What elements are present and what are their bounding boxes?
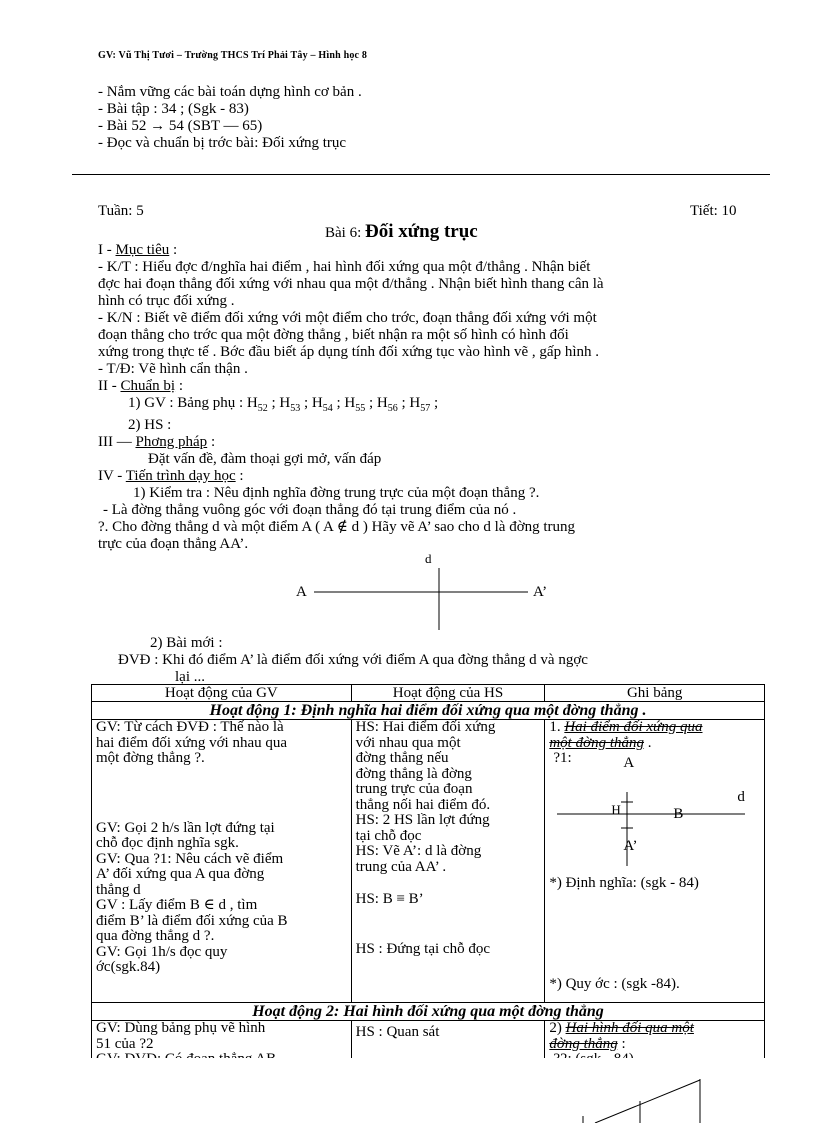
table-row [92, 720, 765, 1003]
homework-item: - Bài 52 → 54 (SBT — 65) [98, 118, 263, 134]
section-divider [72, 174, 770, 175]
week-label: Tuần: 5 [98, 203, 144, 219]
table-header: Hoạt động của GV [92, 685, 352, 702]
dvd-line-1: ĐVĐ : Khi đó điểm A’ là điểm đối xứng với điểm A qua đờng thẳng d và ngợc [118, 652, 588, 668]
definition-note: *) Định nghĩa: (sgk - 84) [549, 875, 699, 891]
table-header-row [92, 685, 765, 702]
fig-label-d: d [425, 551, 432, 566]
objectives-section: I - Mục tiêu : - K/T : Hiểu đợc đ/nghĩa hai điểm , hai hình đối xứng qua một đ/thẳng . Nhận biết đợc hai đoạn thẳng đối xứng với nhau qua một đ/thẳng . Nhận biết hình thang cân là hình có trục đối xứng . - K/N : Biết vẽ điểm đối xứng với một điểm cho trớc, đoạn thẳng đối xứng với một đoạn thẳng cho trớc qua một đờng thẳng , biết nhận ra một số hình có hình đối xứng trong thực tế . Bớc đầu biết áp dụng tính đối xứng tục vào hình vẽ , gấp hình . - T/Đ: Vẽ hình cẩn thận . II - Chuẩn bị : 1) GV : Bảng phụ : $H_{52}$ ; $H_{53}$ ; $H_{54}$ ; $H_{55}$ ; $H_{56}$ ; $H_{57}$ ; 2) HS : III — Phơng pháp : Đặt vấn đề, đàm thoại gợi mở, vấn đáp IV - Tiến trình dạy học : 1) Kiểm tra : Nêu định nghĩa đờng trung trực của một đoạn thẳng ?. - Là đờng thẳng vuông góc với đoạn thẳng đó tại trung điểm của nó . ?. Cho đờng thẳng d và một điểm A ( A ∉ d ) Hãy vẽ A’ sao cho d là đờng trung trực của đoạn thẳng AA’. [98, 242, 604, 552]
hs-cell: HS : Quan sát [351, 1021, 545, 1069]
objectives-heading: I - Mục tiêu : [98, 242, 178, 258]
lesson-title-text: Đối xứng trục [365, 221, 478, 242]
partial-figure [575, 1076, 715, 1123]
page-header: GV: Vũ Thị Tươi – Trường THCS Trí Phải Tây – Hình học 8 [98, 50, 368, 61]
symmetry-figure [555, 770, 755, 870]
activity-row [92, 1003, 765, 1021]
homework-item: - Đọc và chuẩn bị trớc bài: Đối xứng trục [98, 135, 347, 151]
method-heading: III — Phơng pháp : [98, 434, 216, 450]
activity-2-title: Hoạt động 2: Hai hình đối xứng qua một đờng thẳng [92, 1003, 765, 1021]
table-header: Hoạt động của HS [351, 685, 545, 702]
prep-gv: 1) GV : Bảng phụ : $H_{52}$ ; $H_{53}$ ; $H_{54}$ ; $H_{55}$ ; $H_{56}$ ; $H_{57}$ ; [128, 395, 439, 414]
homework-list [98, 84, 362, 152]
table-header: Ghi bảng [545, 685, 765, 702]
gv-cell: GV: Dùng bảng phụ vẽ hình 51 của ?2 [92, 1021, 352, 1069]
gv-cell: GV: Từ cách ĐVĐ : Thế nào là hai điểm đối xứng với nhau qua một đờng thẳng ?. GV: Gọi 2 h/s lần lợt đứng tại chỗ đọc định nghĩa sgk. GV: Qua ?1: Nêu cách vẽ điểm A’ đối xứng qua A qua đờng thẳng d GV : Lấy điểm B ∈ d , tìm điểm B’ là điểm đối xứng của B qua đờng thẳng d ?. GV: Gọi 1h/s đọc quy ớc(sgk.84) [92, 720, 352, 1003]
activity-row [92, 702, 765, 720]
fig-label-a: A [296, 584, 307, 600]
dvd-line-2: lại ... [175, 669, 205, 685]
hs-cell: HS: Hai điểm đối xứng với nhau qua một đờng thẳng nếu đờng thẳng là đờng trung trực của đoạn thẳng nối hai điểm đó. HS: 2 HS lần lợt đứng tại chỗ đọc HS: Vẽ A’: d là đờng trung của AA’ . HS: B ≡ B’ HS : Đứng tại chỗ đọc [351, 720, 545, 1003]
fig-label-a-prime: A’ [533, 584, 548, 600]
homework-item: - Nắm vững các bài toán dựng hình cơ bản . [98, 84, 362, 100]
board-cell: 2) Hai hình đối qua một đờng thẳng : [545, 1021, 765, 1069]
activity-1-title: Hoạt động 1: Định nghĩa hai điểm đối xứng qua một đờng thẳng . [92, 702, 765, 720]
homework-item: - Bài tập : 34 ; (Sgk - 83) [98, 101, 249, 117]
board-cell: 1. Hai điểm đối xứng qua một đờng thẳng . ?1: A d H B A’ *) Định nghĩa: (sgk - 84) *) Quy ớc : (sgk -84). [545, 720, 765, 1003]
convention-note: *) Quy ớc : (sgk -84). [549, 976, 680, 992]
period-label: Tiết: 10 [690, 203, 737, 219]
new-lesson-label: 2) Bài mới : [150, 635, 223, 651]
lesson-table [91, 684, 765, 1069]
process-heading: IV - Tiến trình dạy học : [98, 468, 244, 484]
lesson-title: Bài 6: Đối xứng trục [325, 221, 478, 242]
prep-heading: II - Chuẩn bị : [98, 378, 184, 394]
